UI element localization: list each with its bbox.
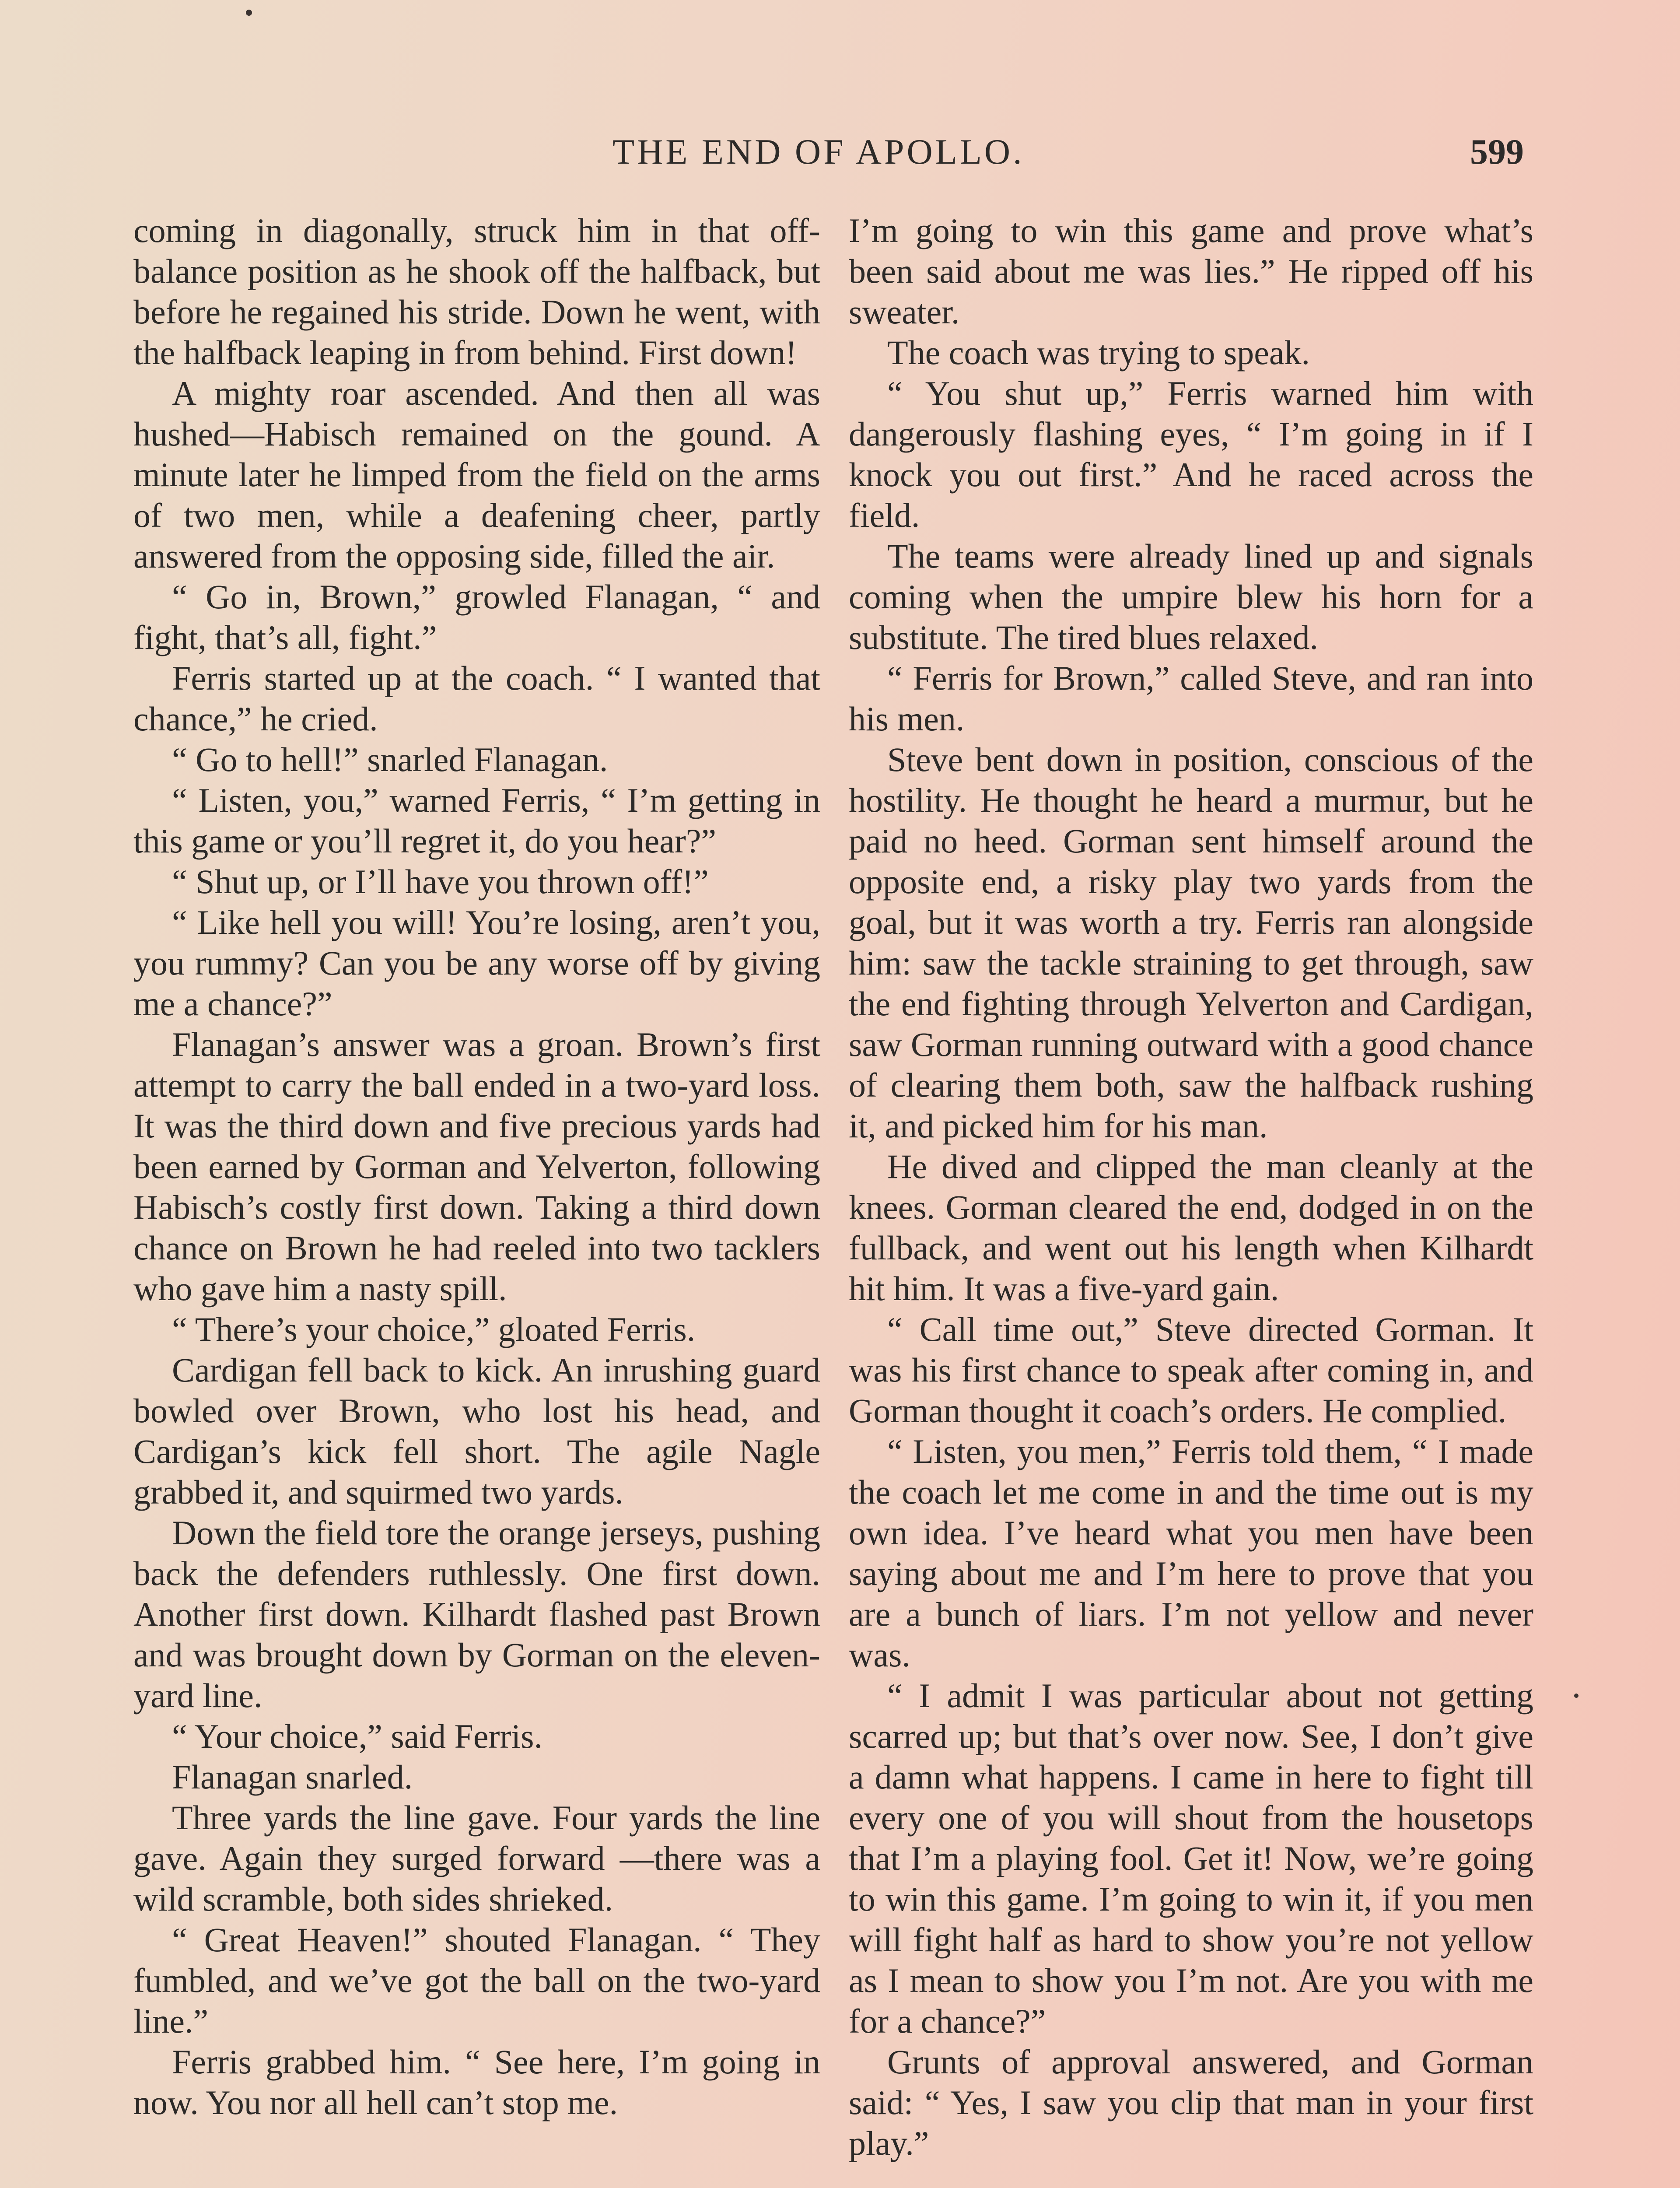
left-text-column (133, 210, 820, 2123)
paragraph: “ You shut up,” Ferris warned him with dangerously flashing eyes, “ I’m going in if I knock you out first.” And he raced across the field. (849, 374, 1533, 534)
paragraph: The teams were already lined up and signals coming when the umpire blew his horn for a substitute. The tired blues relaxed. (849, 537, 1533, 656)
paragraph: “ There’s your choice,” gloated Ferris. (172, 1310, 696, 1348)
paragraph: “ Shut up, or I’ll have you thrown off!” (172, 863, 709, 901)
paragraph: “ Go in, Brown,” growled Flanagan, “ and fight, that’s all, fight.” (133, 578, 820, 656)
paragraph: The coach was trying to speak. (887, 333, 1310, 372)
paragraph: I’m going to win this game and prove what’s been said about me was lies.” He ripped off his sweater. (849, 211, 1533, 331)
paragraph: A mighty roar ascended. And then all was hushed—Habisch remained on the gound. A minute later he limped from the field on the arms of two men, while a deafening cheer, partly answered from the opposing side, filled the air. (133, 374, 820, 575)
paragraph: Grunts of approval answered, and Gorman said: “ Yes, I saw you clip that man in your first play.” (849, 2043, 1533, 2162)
paragraph: Down the field tore the orange jerseys, pushing back the defenders ruthlessly. One first down. Another first down. Kilhardt flashed past Brown and was brought down by Gorman on the eleven-yard line. (133, 1514, 820, 1715)
page-header (0, 131, 1680, 179)
paragraph: He dived and clipped the man cleanly at the knees. Gorman cleared the end, dodged in on the fullback, and went out his length when Kilhardt hit him. It was a five-yard gain. (849, 1147, 1533, 1308)
paragraph: Flanagan snarled. (172, 1758, 413, 1796)
right-text-column (849, 210, 1533, 2163)
paragraph: Three yards the line gave. Four yards the line gave. Again they surged forward —there was a wild scramble, both sides shrieked. (133, 1799, 820, 1918)
paragraph: “ Listen, you men,” Ferris told them, “ I made the coach let me come in and the time out is my own idea. I’ve heard what you men have been saying about me and I’m here to prove that you are a bunch of liars. I’m not yellow and never was. (849, 1432, 1533, 1674)
ink-speck (1574, 1694, 1578, 1698)
paragraph: Ferris grabbed him. “ See here, I’m going in now. You nor all hell can’t stop me. (133, 2043, 820, 2121)
ink-speck (246, 10, 252, 16)
paragraph: Ferris started up at the coach. “ I wanted that chance,” he cried. (133, 659, 820, 738)
paragraph: coming in diagonally, struck him in that off-balance position as he shook off the halfback, but before he regained his stride. Down he went, with the halfback leaping in from behind. First down! (133, 211, 820, 372)
paragraph: “ Like hell you will! You’re losing, aren’t you, you rummy? Can you be any worse off by giving me a chance?” (133, 903, 820, 1023)
page-number: 599 (1470, 132, 1524, 172)
paragraph: “ Go to hell!” snarled Flanagan. (172, 740, 608, 778)
paragraph: “ Listen, you,” warned Ferris, “ I’m getting in this game or you’ll regret it, do you hear?” (133, 781, 820, 860)
paragraph: “ Ferris for Brown,” called Steve, and ran into his men. (849, 659, 1533, 738)
paragraph: Flanagan’s answer was a groan. Brown’s first attempt to carry the ball ended in a two-yard loss. It was the third down and five precious yards had been earned by Gorman and Yelverton, following Habisch’s costly first down. Taking a third down chance on Brown he had reeled into two tacklers who gave him a nasty spill. (133, 1025, 820, 1308)
paragraph: Steve bent down in position, conscious of the hostility. He thought he heard a murmur, but he paid no heed. Gorman sent himself around the opposite end, a risky play two yards from the goal, but it was worth a try. Ferris ran alongside him: saw the tackle straining to get through, saw the end fighting through Yelverton and Cardigan, saw Gorman running outward with a good chance of clearing them both, saw the halfback rushing it, and picked him for his man. (849, 740, 1533, 1145)
paragraph: Cardigan fell back to kick. An inrushing guard bowled over Brown, who lost his head, and Cardigan’s kick fell short. The agile Nagle grabbed it, and squirmed two yards. (133, 1351, 820, 1511)
paragraph: “ Great Heaven!” shouted Flanagan. “ They fumbled, and we’ve got the ball on the two-yard line.” (133, 1921, 820, 2040)
running-title: THE END OF APOLLO. (612, 132, 1025, 172)
paragraph: “ Call time out,” Steve directed Gorman. It was his first chance to speak after coming in, and Gorman thought it coach’s orders. He complied. (849, 1310, 1533, 1430)
paragraph: “ I admit I was particular about not getting scarred up; but that’s over now. See, I don’t give a damn what happens. I came in here to fight till every one of you will shout from the housetops that I’m a playing fool. Get it! Now, we’re going to win this game. I’m going to win it, if you men will fight half as hard to show you’re not yellow as I mean to show you I’m not. Are you with me for a chance?” (849, 1676, 1533, 2040)
paragraph: “ Your choice,” said Ferris. (172, 1717, 542, 1755)
